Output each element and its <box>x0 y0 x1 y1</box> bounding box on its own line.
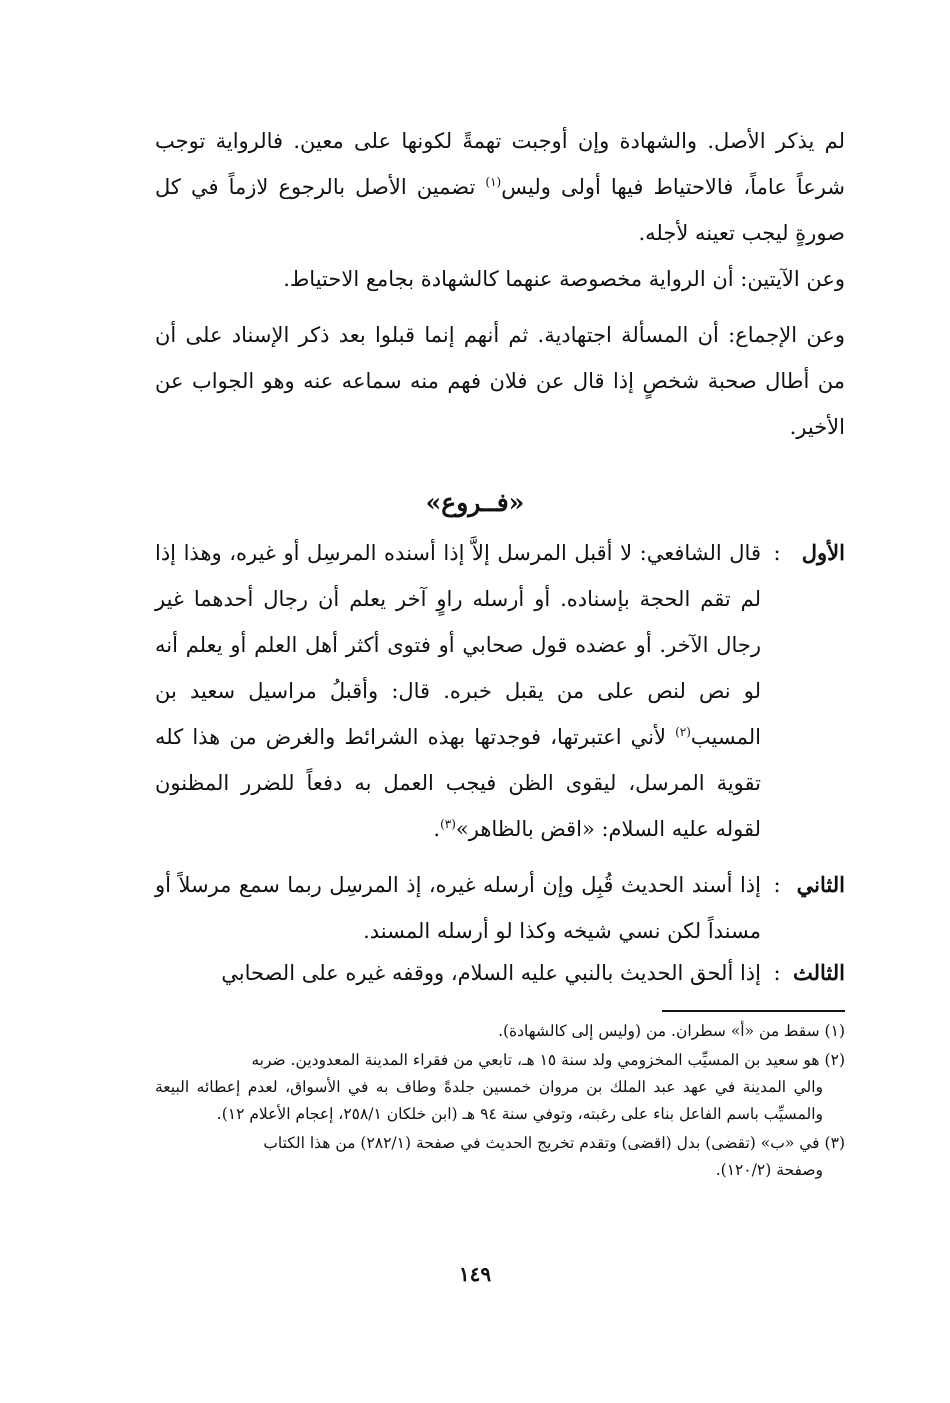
branch-first-text-c: . <box>433 817 441 841</box>
footnotes <box>155 1018 845 1186</box>
footnote-1 <box>155 1018 845 1045</box>
footnote-3 <box>155 1130 845 1184</box>
branch-first-label: الأول <box>801 540 845 565</box>
footnote-1-number: (١) <box>824 1022 845 1040</box>
branch-first-colon: : <box>773 541 781 565</box>
page-number: ١٤٩ <box>458 1262 492 1286</box>
footnote-3-number: (٣) <box>824 1134 845 1152</box>
paragraph-1 <box>155 118 845 256</box>
paragraph-3-text: وعن الإجماع: أن المسألة اجتهادية. ثم أنهم إنما قبلوا بعد ذكر الإسناد على أن من أطال صحبة شخصٍ إذا قال عن فلان فهم منه سماعه عنه وهو الجواب عن الأخير. <box>155 323 845 439</box>
branch-second-text: إذا أسند الحديث قُبِل وإن أرسله غيره، إذ المرسِل ربما سمع مرسلاً أو مسنداً لكن نسي شيخه وكذا لو أرسله المسند. <box>155 873 761 943</box>
branch-first-text-a: قال الشافعي: لا أقبل المرسل إلاَّ إذا أسنده المرسِل أو غيره، وهذا إذا لم تقم الحجة بإسناده. أو أرسله راوٍ آخر يعلم أن رجال أحدهما غير رجال الآخر. أو عضده قول صحابي أو فتوى أكثر أهل العلم أو يعلم أنه لو نص لنص على من يقبل خبره. قال: وأقبلُ مراسيل سعيد بن المسيب <box>155 541 761 749</box>
paragraph-3 <box>155 312 845 450</box>
footnote-2-number: (٢) <box>824 1051 845 1069</box>
section-heading: «فــروع» <box>425 488 525 517</box>
footnote-ref-2[interactable]: (٢) <box>675 725 691 739</box>
footnote-2-text: هو سعيد بن المسيِّب المخزومي ولد سنة ١٥ هـ، تابعي من فقراء المدينة المعدودين. ضربه <box>251 1051 820 1069</box>
footnote-3-continuation: وصفحة (١٢٠/٢). <box>715 1161 823 1179</box>
branch-first-text <box>155 530 761 852</box>
branch-third-colon: : <box>773 961 781 985</box>
footnote-ref-1[interactable]: (١) <box>485 175 502 189</box>
paragraph-1-tail: تضمين الأصل بالرجوع لازماً في كل صورةٍ ليجب تعينه لأجله. <box>155 175 845 245</box>
paragraph-2 <box>155 256 845 302</box>
footnote-3-text: في «ب» (تقضى) بدل (اقضى) وتقدم تخريج الحديث في صفحة (٢٨٢/١) من هذا الكتاب <box>263 1134 820 1152</box>
branch-third-text: إذا ألحق الحديث بالنبي عليه السلام، ووقفه غيره على الصحابي <box>221 961 761 985</box>
branch-third-label: الثالث <box>793 960 845 985</box>
branch-second <box>155 862 845 954</box>
footnote-separator <box>662 1010 845 1012</box>
branch-first-text-b: لأني اعتبرتها، فوجدتها بهذه الشرائط والغرض من هذا كله تقوية المرسل، ليقوى الظن فيجب العمل به دفعاً للضرر المظنون لقوله عليه السلام: «اقض بالظاهر» <box>155 725 761 841</box>
footnote-1-text: سقط من «أ» سطران. من (وليس إلى كالشهادة). <box>498 1022 820 1040</box>
branch-first <box>155 530 845 852</box>
branch-third <box>155 950 845 996</box>
footnote-ref-3[interactable]: (٣) <box>440 817 456 831</box>
branch-second-label: الثاني <box>796 872 845 897</box>
footnote-2-continuation: والي المدينة في عهد عبد الملك بن مروان خمسين جلدةً وطاف به في الأسواق، لعدم إعطائه البيعة والمسيِّب باسم الفاعل بناء على رغبته، وتوفي سنة ٩٤ هـ (ابن خلكان ٢٥٨/١، إعجام الأعلام ١٢). <box>155 1078 823 1123</box>
branch-second-colon: : <box>773 873 781 897</box>
paragraph-1-text: لم يذكر الأصل. والشهادة وإن أوجبت تهمةً لكونها على معين. فالرواية توجب شرعاً عاماً، فالاحتياط فيها أولى وليس <box>155 129 845 199</box>
paragraph-2-text: وعن الآيتين: أن الرواية مخصوصة عنهما كالشهادة بجامع الاحتياط. <box>283 267 845 291</box>
footnote-2 <box>155 1047 845 1128</box>
